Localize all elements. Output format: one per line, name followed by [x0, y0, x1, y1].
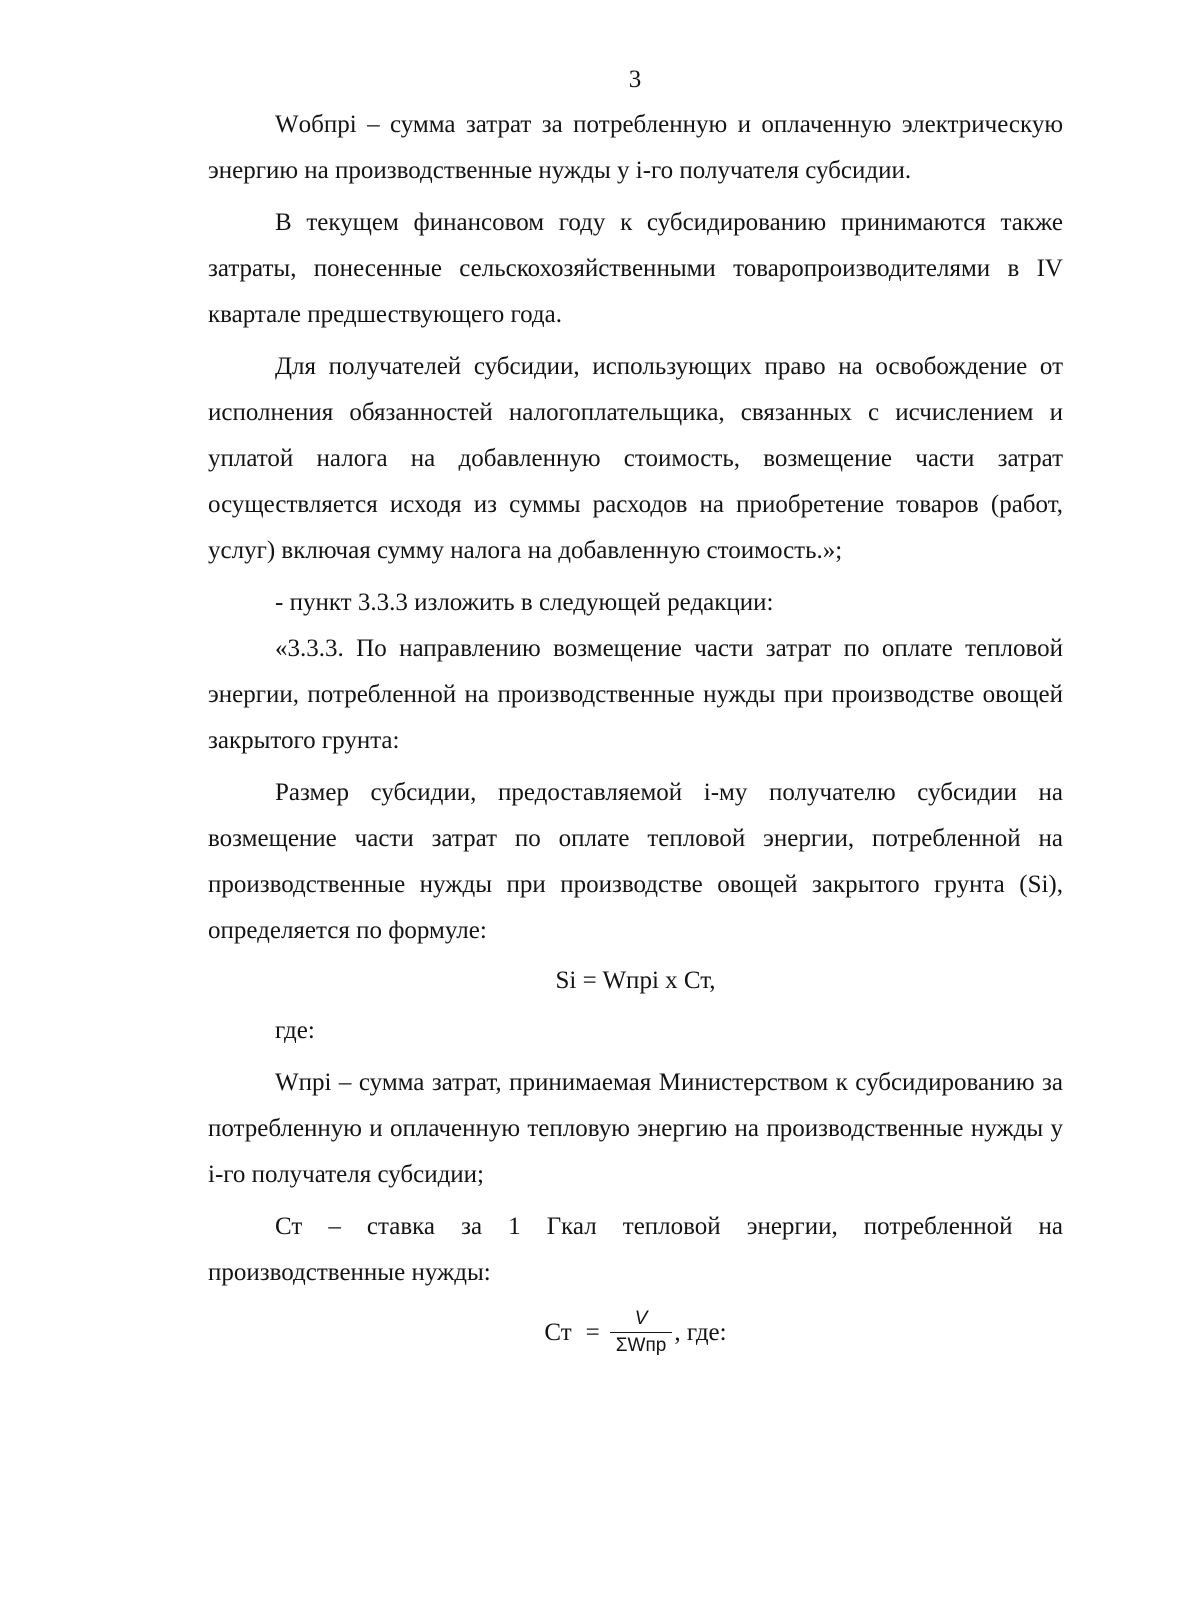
paragraph-wpri-definition: Wпрi – сумма затрат, принимаемая Министерством к субсидированию за потребленную и оплаченную тепловую энергию на производственные нужды у i-го получателя субсидии; [208, 1069, 1063, 1188]
formula-st-denominator: ΣWпр [610, 1332, 673, 1357]
paragraph-st-definition: Ст – ставка за 1 Гкал тепловой энергии, потребленной на производственные нужды: [208, 1213, 1063, 1286]
page-number: 3 [628, 66, 642, 93]
paragraph-clause-3-3-3: «3.3.3. По направлению возмещение части затрат по оплате тепловой энергии, потребленной на производственные нужды при производстве овощей закрытого грунта: [208, 635, 1063, 754]
paragraph-subsidy-size: Размер субсидии, предоставляемой i-му получателю субсидии на возмещение части затрат по оплате тепловой энергии, потребленной на производственные нужды при производстве овощей закрытого грунта (Si), определяется по формуле: [208, 779, 1063, 944]
formula-st-numerator: V [634, 1308, 648, 1329]
paragraph-amendment-intro: - пункт 3.3.3 изложить в следующей редакции: [275, 589, 774, 616]
document-body [208, 102, 1063, 1357]
where-label: где: [275, 1017, 315, 1044]
formula-st-tail: , где: [674, 1318, 727, 1346]
formula-si: Si = Wпрi х Ст, [555, 967, 716, 994]
formula-st-equals: = [585, 1318, 600, 1346]
formula-st [208, 1308, 1063, 1357]
formula-st-lhs: Ст [544, 1318, 572, 1346]
paragraph-vat-exemption: Для получателей субсидии, использующих право на освобождение от исполнения обязанностей налогоплательщика, связанных с исчислением и уплатой налога на добавленную стоимость, возмещение части затрат осуществляется исходя из суммы расходов на приобретение товаров (работ, услуг) включая сумму налога на добавленную стоимость.»; [208, 353, 1063, 564]
paragraph-current-year-costs: В текущем финансовом году к субсидированию принимаются также затраты, понесенные сельскохозяйственными товаропроизводителями в IV квартале предшествующего года. [208, 209, 1063, 328]
paragraph-wobpri-definition: Wобпрi – сумма затрат за потребленную и оплаченную электрическую энергию на производственные нужды у i-го получателя субсидии. [208, 111, 1063, 184]
formula-st-fraction [610, 1308, 673, 1357]
